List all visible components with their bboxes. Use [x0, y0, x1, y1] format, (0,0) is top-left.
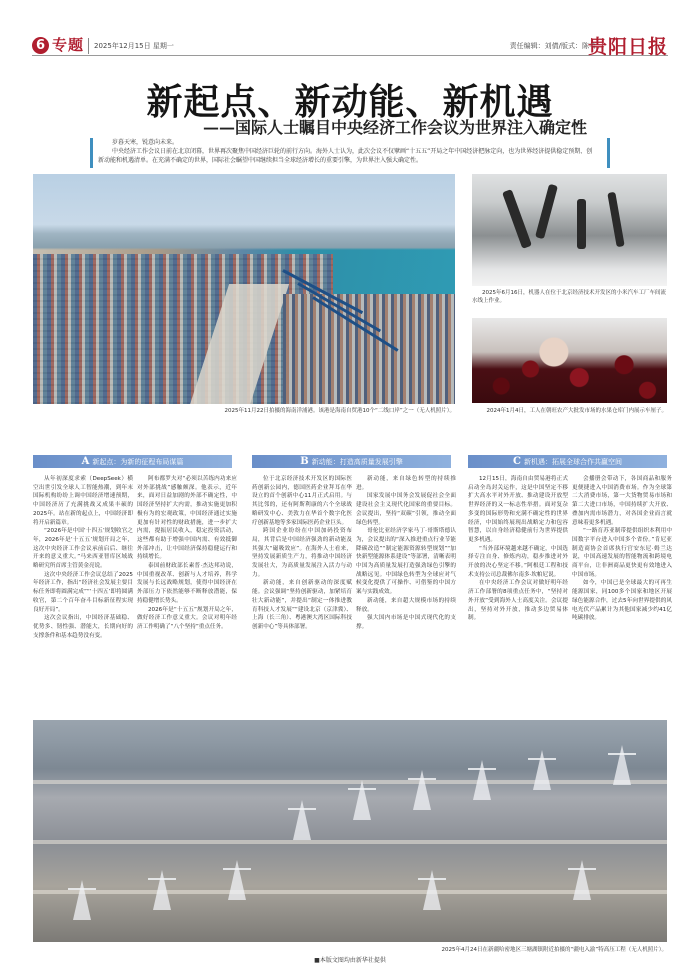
- paragraph: 会播册会带动下，各国商品和服务更便捷进入中国消费市场。作为全球第二大消费市场，第一大货物贸易市场和第二大进口市场，中国持续扩大开放、叠加内需市场潜力，对各国企业而言就意味着更多机遇。: [572, 476, 672, 526]
- terrain-band: [33, 780, 667, 784]
- terrain-band: [33, 890, 667, 894]
- paragraph: 新动能，来自超大规模市场的持续释放。: [356, 597, 456, 613]
- robot-arm: [535, 184, 558, 239]
- pylon: [413, 770, 431, 810]
- paragraph: 12月15日，海南自由贸易港将正式启动全岛封关运作，这是中国坚定不移扩大高水平对外开放、推动建设开放型世界经济的又一标志性举措。面对复杂多变的国际形势和充满不确定性的世界经济，中国始终展现出战略定力和包容智慧，以自身经济稳健前行为世界提供更多机遇。: [468, 476, 568, 543]
- article-column: [468, 475, 568, 715]
- deck-accent-bar-right: [607, 138, 610, 168]
- page-number-badge: 6: [32, 37, 49, 54]
- robot-arm: [577, 199, 586, 249]
- pylon: [573, 860, 591, 900]
- masthead: [32, 36, 668, 56]
- section-header-c: [468, 455, 667, 468]
- paragraph: “2026年是中国‘十四五’规划收官之年，2026年是‘十五五’规划开局之年，这次中央经济工作会议承前启后、继往开来的意义重大。”马来西亚智库区域战略研究所首席主管黄金亮说。: [33, 528, 133, 570]
- editor-credits: 责任编辑：刘倩/版式：陈苇: [509, 42, 596, 50]
- pylon: [613, 745, 631, 785]
- pylon: [153, 870, 171, 910]
- power-transmission-photo: [33, 720, 667, 942]
- paragraph: 新动能，来自创新驱动的深度赋能。会议强调“坚持创新驱动，加紧培育壮大新动能”，并提出“制定一体推进教育科技人才发展”“建设北京（京津冀）、上海（长三角）、粤港澳大湾区国际科技创新中心”等具体部署。: [252, 580, 352, 630]
- header-divider: [88, 38, 89, 54]
- section-header-b: [252, 455, 451, 468]
- port-aerial-photo: [33, 174, 455, 404]
- section-name: 专题: [52, 36, 85, 54]
- paragraph: 在中央经济工作会议对做好明年经济工作部署的8项重点任务中，“坚持对外开放”受到海外人士高度关注。会议提出，坚持对外开放，推动多边贸易体制。: [468, 580, 568, 622]
- pylon: [228, 860, 246, 900]
- deck-paragraph: 中央经济工作会议日前在北京闭幕，世界再次聚焦中国经济巨轮的前行方向。海外人士认为，此次会议不仅擘画“十五五”开局之年中国经济把脉定向，也为世界经济提供稳定预期、创新动能和机遇清单。在充满不确定的世界，国际社会瞩望中国继续担当全球经济增长的重要引擎，为世界注入强大确定性。: [98, 148, 593, 164]
- section-header-a: [33, 455, 232, 468]
- article-column: [356, 475, 456, 715]
- lead-deck: [90, 138, 610, 170]
- headline: 新起点、新动能、新机遇: [146, 82, 554, 123]
- robot-arm: [607, 192, 624, 248]
- paragraph: 这次会议指出，中国经济基础稳、优势多、韧性强、潜能大，长期向好的支撑条件和基本趋势没有变。: [33, 615, 133, 639]
- photo-credit-footer: ■本版文图均由新华社提供: [314, 957, 386, 964]
- section-letter: A: [81, 456, 90, 467]
- paragraph: 阿布都罗夫对“必须以苦练内功来应对外部挑战”感触颇深。他表示，近年来，面对日益加剧的外部不确定性，中国经济坚持扩大内需，推动实施更加积极有为的宏观政策，中国经济通过实施更加有针对性的财政措施，进一步扩大内需，提振居民收入，稳定投资活动，这些都有助于增强中国内需、有效抵御外部冲击，让中国经济保持稳健运行和持续增长。: [137, 476, 237, 561]
- paragraph: 位于北京经济技术开发区的国际医药创新公园内，德国医药企业拜耳在华设立的首个创新中心11月正式启用。与其比邻的，还有阿斯利康的六个全球战略研发中心、美敦力在华首个数字化医疗创新基地等多家国际医药企业巨头。: [252, 476, 352, 526]
- paragraph: 从年初深度求索（DeepSeek）横空出世引发全球人工智能热潮，到年末国际机构纷纷上调中国经济增速预期，中国经济历了充满挑战又成果丰硕的2025年。站在新的起点上，中国经济即将开启新篇章。: [33, 476, 133, 526]
- deck-accent-bar-left: [90, 138, 93, 168]
- article-column: [137, 475, 237, 715]
- paragraph: 跨国企业纷纷在中国加码投资布局，其背后是中国经济强劲的新动能及其强大“磁吸效应”。在海外人士看来，坚持发展新质生产力，将推动中国经济发展壮大，为高质量发展注入活力与动力。: [252, 528, 352, 578]
- paragraph: 新动能，来自绿色转型的持续推进。: [356, 476, 456, 491]
- paragraph: 2026年是“十五五”规划开局之年，做好经济工作意义重大。会议对明年经济工作明确了“八个坚持”重点任务。: [137, 606, 237, 630]
- section-title: 新机遇：拓展全球合作共赢空间: [523, 458, 622, 466]
- port-photo-caption: 2025年11月22日拍摄的海南洋浦港。该港是海南自贸港10个“二线口岸”之一（无人机照片）。: [224, 408, 455, 414]
- container-yard-right: [283, 294, 455, 404]
- article-column: [33, 475, 133, 715]
- article-column: [572, 475, 672, 715]
- power-photo-caption: 2025年4月24日在新疆哈密地区三塘湖镇附近拍摄的“疆电入渝”特高压工程（无人机照片）。: [441, 947, 667, 953]
- paragraph: “当外部环境越来越不确定，中国选择专注自身、修炼内功，稳步推进对外开放的决心坚定不移。”阿根廷工程和技术支持公司总裁佛尔南多·坎帕尼说。: [468, 545, 568, 578]
- pylon: [353, 780, 371, 820]
- pylon: [423, 870, 441, 910]
- paragraph: 如今，中国已是全球最大的可再生能源国家，同100多个国家和地区开展绿色能源合作，过去5年向世界提供的风电光伏产品累计为其他国家减少约41亿吨碳排放。: [572, 580, 672, 622]
- paragraph: 这次中央经济工作会议总结了2025年经济工作，指出“经济社会发展主要目标任务即将圆满完成”“‘十四五’即将圆满收官，第二个百年奋斗目标新征程实现良好开局”。: [33, 571, 133, 613]
- issue-date: 2025年12月15日 星期一: [94, 42, 174, 50]
- terrain-band: [33, 840, 667, 844]
- section-letter: C: [513, 456, 521, 467]
- pylon: [73, 880, 91, 920]
- cherries-photo: [472, 318, 667, 403]
- pylon: [473, 760, 491, 800]
- section-letter: B: [300, 456, 309, 467]
- deck-paragraph: 岁暮天寒，锐意向未来。: [112, 139, 179, 146]
- paragraph: “一路育苏亚制带提供组织本利用中国数字平台进入中国多个省份。”肯尼亚制造商协会首席执行官安东尼·姆兰达说，中国高速发展的智能物流和跨境电商平台，让非洲商品更快更有效地进入中国市场。: [572, 528, 672, 578]
- robot-photo-caption: 2025年6月16日，机器人在位于北京经济技术开发区的小米汽车工厂车间流水线上作业。: [472, 290, 666, 304]
- deck-text: [98, 138, 598, 165]
- article-column: [252, 475, 352, 715]
- cherries-photo-caption: 2024年1月4日，工人在朝旺农产大批发市场的水果仓库门内展示车厘子。: [486, 408, 667, 414]
- robot-arm: [502, 189, 532, 249]
- factory-robot-photo: [472, 174, 667, 286]
- newspaper-logo: 贵阳日报: [587, 36, 668, 58]
- paragraph: 国家发展中国务会发展促社会全面建设社会主义现代化国家的重要目标。会议提出，坚持“双碳”引领，推动全面绿色转型。: [356, 493, 456, 526]
- section-title: 新动能：打造高质量发展引擎: [311, 458, 403, 466]
- paragraph: 强大国内市场是中国式现代化的支撑。: [356, 615, 456, 630]
- pylon: [293, 800, 311, 840]
- paragraph: 泰国前财政部长素普·杰达邦功说，中国重视改革、创新与人才培养，科学发展与长远战略规划，使得中国经济在外部压力下依然能够不断释放潜能，保持稳健增长势头。: [137, 563, 237, 604]
- paragraph: 哥伦比亚经济学家马丁·哥斯塔德认为，会议提出的“深入推进重点行业节能降碳改造”“制定能源资源转型规划”“加快新型能源体系建设”等部署，清晰表明中国为高质量发展打造强劲绿色引擎的战略远见。中国绿色转型为全球应对气候变化提供了可操作、可借鉴的中国方案与实践成效。: [356, 528, 456, 596]
- subheadline: ——国际人士瞩目中央经济工作会议为世界注入确定性: [202, 118, 587, 137]
- section-title: 新起点：为新的征程布局谋篇: [92, 458, 184, 466]
- pylon: [533, 750, 551, 790]
